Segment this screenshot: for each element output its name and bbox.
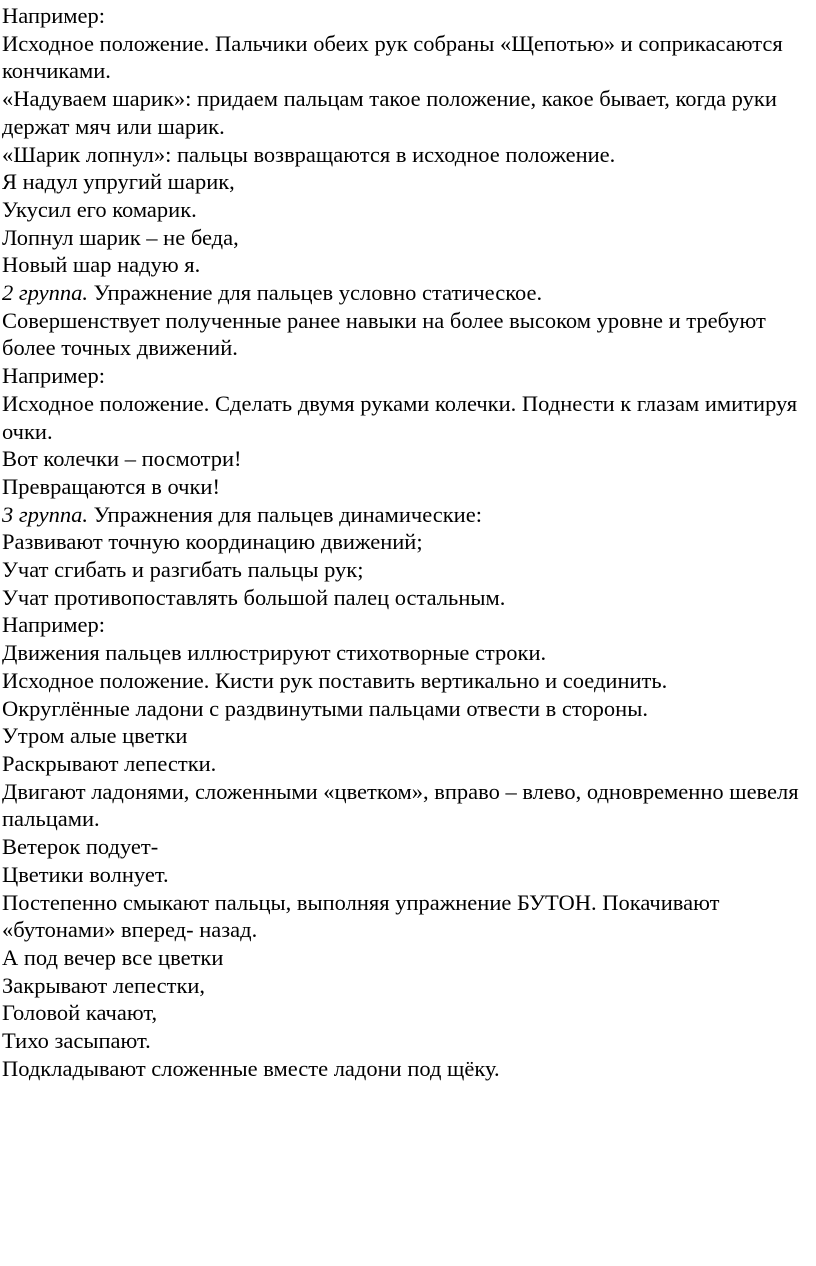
paragraph-start-position: Исходное положение. Кисти рук поставить вертикально и соединить. [2, 667, 668, 693]
paragraph-balloon-popped: «Шарик лопнул»: пальцы возвращаются в исходное положение. [2, 141, 616, 167]
group-3-text: Упражнения для пальцев динамические: [87, 501, 482, 527]
list-item: Учат сгибать и разгибать пальцы рук; [2, 557, 364, 583]
paragraph-instruction: Движения пальцев иллюстрируют стихотворные строки. [2, 640, 547, 666]
poem-line: Лопнул шарик – не беда, [2, 224, 239, 250]
paragraph-example-label: Например: [2, 3, 105, 28]
paragraph-instruction: Постепенно смыкают пальцы, выполняя упражнение БУТОН. Покачивают «бутонами» вперед- назад. [2, 889, 720, 943]
poem-line: Головой качают, [2, 1000, 158, 1026]
list-item: Развивают точную координацию движений; [2, 529, 423, 555]
group-2-text: Упражнение для пальцев условно статическое. [87, 280, 543, 306]
poem-line: Ветерок подует- [2, 834, 159, 860]
poem-line: Закрывают лепестки, [2, 972, 206, 998]
paragraph-instruction: Двигают ладонями, сложенными «цветком», вправо – влево, одновременно шевеля пальцами. [2, 778, 799, 832]
poem-line: Укусил его комарик. [2, 196, 197, 222]
poem-line: Раскрывают лепестки. [2, 750, 217, 776]
poem-line: Утром алые цветки [2, 723, 188, 749]
poem-line: Тихо засыпают. [2, 1028, 151, 1054]
paragraph-start-position: Исходное положение. Пальчики обеих рук собраны «Щепотью» и соприкасаются кончиками. [2, 30, 783, 84]
paragraph-instruction: Округлённые ладони с раздвинутыми пальцами отвести в стороны. [2, 695, 648, 721]
paragraph-example-label: Например: [2, 612, 105, 638]
group-2-label: 2 группа. [2, 280, 88, 306]
poem-line: Я надул упругий шарик, [2, 169, 235, 195]
poem-line: Вот колечки – посмотри! [2, 446, 242, 472]
poem-line: А под вечер все цветки [2, 944, 224, 970]
poem-line: Превращаются в очки! [2, 473, 220, 499]
paragraph-group-3 [2, 501, 812, 529]
paragraph-group-2-description: Совершенствует полученные ранее навыки на более высоком уровне и требуют более точных движений. [2, 307, 766, 361]
paragraph-group-2 [2, 279, 812, 307]
poem-line: Новый шар надую я. [2, 252, 201, 278]
group-3-label: 3 группа. [2, 501, 88, 527]
list-item: Учат противопоставлять большой палец остальным. [2, 584, 506, 610]
poem-line: Цветики волнует. [2, 861, 169, 887]
paragraph-instruction: Подкладывают сложенные вместе ладони под щёку. [2, 1055, 500, 1081]
paragraph-start-position: Исходное положение. Сделать двумя руками колечки. Поднести к глазам имитируя очки. [2, 390, 798, 444]
document-page [2, 2, 812, 1082]
paragraph-example-label: Например: [2, 363, 105, 389]
paragraph-inflate-balloon: «Надуваем шарик»: придаем пальцам такое положение, какое бывает, когда руки держат мяч или шарик. [2, 86, 777, 139]
